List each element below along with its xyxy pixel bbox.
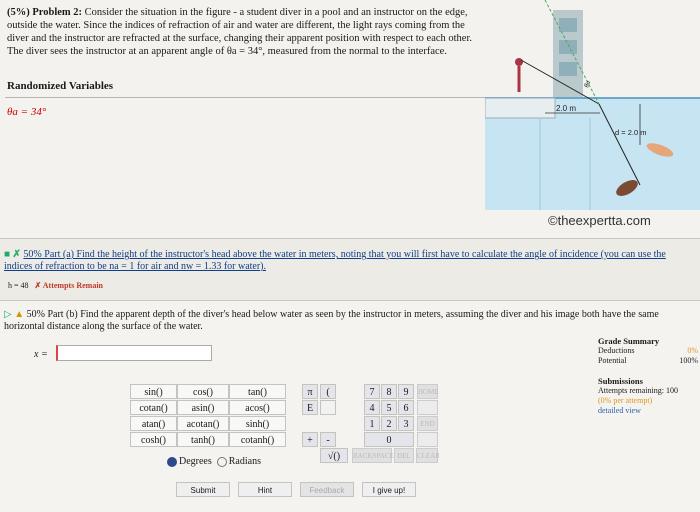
- calc-blank-button[interactable]: [320, 400, 336, 415]
- calc-asin-button[interactable]: asin(): [177, 400, 229, 415]
- calc-sqrt-button[interactable]: √(): [320, 448, 348, 463]
- deductions-value: 0%: [687, 346, 698, 355]
- part-a-question[interactable]: ■ ✗ 50% Part (a) Find the height of the instructor's head above the water in meters, noting that you will first have to calculate the angle of incidence (you can use the indices of refraction to be na = 1 for air and nw = 1.33 for water).: [4, 249, 666, 272]
- part-a-panel: [0, 238, 700, 295]
- calc-down-button[interactable]: [417, 432, 438, 447]
- part-a-answer: h = 48: [8, 281, 29, 290]
- calc-sinh-button[interactable]: sinh(): [229, 416, 286, 431]
- potential-value: 100%: [679, 356, 698, 365]
- problem-label: Problem 2:: [32, 7, 83, 18]
- part-a-text[interactable]: 50% Part (a) Find the height of the instructor's head above the water in meters, noting that you will first have to calculate the angle of incidence (you can use the indices of refraction to be na = 1 for air and nw = 1.33 for water).: [4, 249, 666, 272]
- part-b-panel: [0, 300, 700, 512]
- calc-5-button[interactable]: 5: [381, 400, 397, 415]
- part-a-attempts: ✗ Attempts Remain: [34, 281, 103, 290]
- instructor-figure: [515, 58, 523, 66]
- grade-summary: [598, 336, 698, 416]
- angle-mode: [167, 456, 261, 467]
- figure-width-label: 2.0 m: [556, 104, 577, 113]
- radians-radio[interactable]: [217, 457, 227, 467]
- hint-button[interactable]: Hint: [238, 482, 292, 497]
- problem-panel: [0, 0, 700, 238]
- calc-atan-button[interactable]: atan(): [130, 416, 177, 431]
- calc-backspace-button[interactable]: BACKSPACE: [352, 448, 392, 463]
- calc-home-button[interactable]: HOME: [417, 384, 438, 399]
- submissions-title: Submissions: [598, 376, 643, 386]
- per-attempt: (0% per attempt): [598, 396, 653, 405]
- problem-body: Consider the situation in the figure - a student diver in a pool and an instructor on the edge, outside the water. Since the indices of refraction of air and water are different, the light rays coming from the diver and the instructor are refracted at the surface, changing their apparent position with respect to each other. The diver sees the instructor at an apparent angle of θa = 34°, measured from the normal to the interface.: [7, 7, 473, 57]
- calc-0-button[interactable]: 0: [364, 432, 414, 447]
- pool-figure: [485, 0, 700, 210]
- figure-depth-label: d = 2.0 m: [615, 128, 647, 137]
- calc-2-button[interactable]: 2: [381, 416, 397, 431]
- calc-pi-button[interactable]: π: [302, 384, 318, 399]
- calc-paren-button[interactable]: (: [320, 384, 336, 399]
- randomized-variable-value: θa = 34°: [7, 106, 47, 118]
- calc-1-button[interactable]: 1: [364, 416, 380, 431]
- calc-tan-button[interactable]: tan(): [229, 384, 286, 399]
- calc-6-button[interactable]: 6: [398, 400, 414, 415]
- problem-points: (5%): [7, 7, 30, 18]
- calc-minus-button[interactable]: -: [320, 432, 336, 447]
- calc-acos-button[interactable]: acos(): [229, 400, 286, 415]
- part-b-question: ▷ ▲ 50% Part (b) Find the apparent depth of the diver's head below water as seen by the instructor in meters, assuming the diver and his image both have the same horizontal distance along the surface of the water.: [4, 309, 659, 332]
- calc-end-button[interactable]: END: [417, 416, 438, 431]
- radians-label: Radians: [228, 456, 261, 467]
- calc-e-button[interactable]: E: [302, 400, 318, 415]
- figure-angle-label: θa: [582, 79, 593, 89]
- calc-9-button[interactable]: 9: [398, 384, 414, 399]
- attempts-remaining: Attempts remaining: 100: [598, 386, 678, 395]
- calc-acotan-button[interactable]: acotan(): [177, 416, 229, 431]
- divider: [5, 97, 485, 98]
- deductions-row: Deductions 0%: [598, 346, 698, 355]
- feedback-button[interactable]: Feedback: [300, 482, 354, 497]
- give-up-button[interactable]: I give up!: [362, 482, 416, 497]
- potential-row: Potential 100%: [598, 356, 698, 365]
- calc-plus-button[interactable]: +: [302, 432, 318, 447]
- calc-tanh-button[interactable]: tanh(): [177, 432, 229, 447]
- calc-cotanh-button[interactable]: cotanh(): [229, 432, 286, 447]
- calc-cotan-button[interactable]: cotan(): [130, 400, 177, 415]
- detailed-view-link[interactable]: detailed view: [598, 406, 641, 415]
- calc-cosh-button[interactable]: cosh(): [130, 432, 177, 447]
- calc-sin-button[interactable]: sin(): [130, 384, 177, 399]
- calc-up-button[interactable]: [417, 400, 438, 415]
- degrees-label: Degrees: [179, 456, 212, 467]
- calculator: [130, 374, 438, 472]
- calc-7-button[interactable]: 7: [364, 384, 380, 399]
- copyright-credit: ©theexpertta.com: [548, 213, 651, 228]
- submit-button[interactable]: Submit: [176, 482, 230, 497]
- answer-input[interactable]: [56, 345, 212, 361]
- problem-statement: [7, 6, 477, 58]
- calc-8-button[interactable]: 8: [381, 384, 397, 399]
- calc-cos-button[interactable]: cos(): [177, 384, 229, 399]
- grade-summary-title: Grade Summary: [598, 336, 660, 346]
- part-b-text: 50% Part (b) Find the apparent depth of the diver's head below water as seen by the instructor in meters, assuming the diver and his image both have the same horizontal distance along the surface of the water.: [4, 309, 659, 332]
- calc-clear-button[interactable]: CLEAR: [416, 448, 438, 463]
- calc-del-button[interactable]: DEL: [394, 448, 414, 463]
- part-a-status: [8, 281, 103, 290]
- degrees-radio[interactable]: [167, 457, 177, 467]
- calc-4-button[interactable]: 4: [364, 400, 380, 415]
- calc-3-button[interactable]: 3: [398, 416, 414, 431]
- randomized-variables-title: Randomized Variables: [7, 80, 114, 92]
- answer-label: x =: [34, 349, 48, 360]
